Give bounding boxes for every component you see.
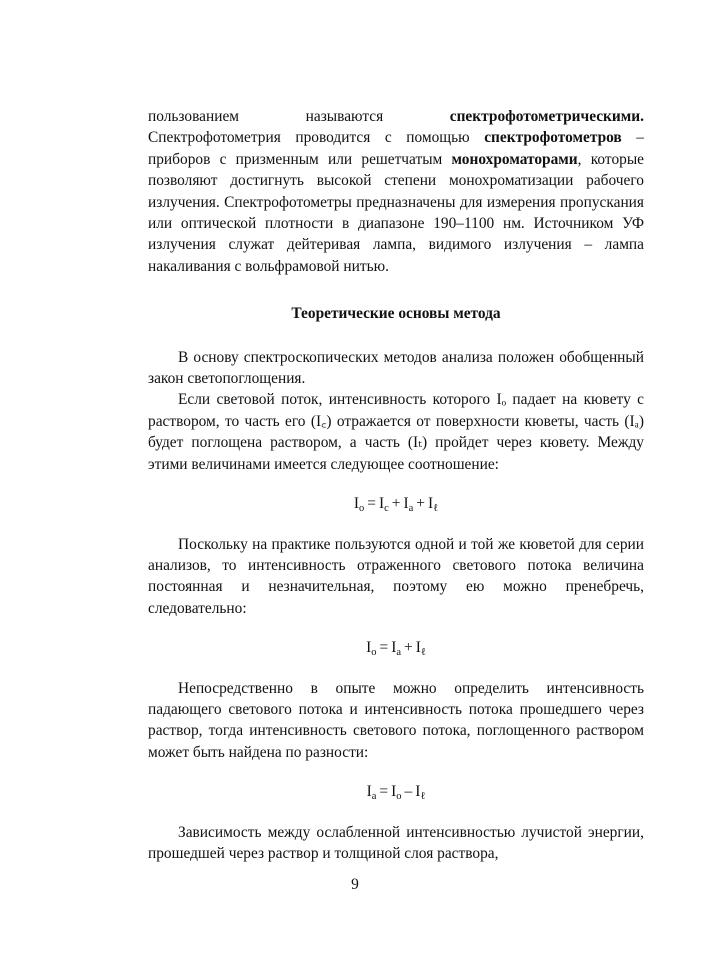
variable-subscript: c xyxy=(384,503,389,515)
variable-base: I xyxy=(391,783,397,801)
variable-base: I xyxy=(427,495,434,513)
variable-subscript: o xyxy=(371,647,377,659)
section-heading: Теоретические основы метода xyxy=(291,305,501,323)
formula-variable xyxy=(366,639,377,659)
text-run: , которые позволяют достигнуть высокой степени монохроматизации рабочего излучения. Спектрофотометры предназначены для измерения пропускания или оптической плотности в диапазоне 190–1100 нм. Источником УФ излучения служат дейтеривая лампа, видимого излучения – лампа накаливания с вольфрамовой нитью. xyxy=(148,150,645,275)
variable-subscript: o xyxy=(396,791,402,803)
bold-term: спектрофотометрическими. xyxy=(449,108,644,125)
formula-simplified-intensity xyxy=(148,637,644,658)
text-run: пользованием называются xyxy=(148,108,450,125)
formula-total-intensity xyxy=(148,493,644,514)
bold-term: спектрофотометров xyxy=(484,129,622,147)
formula-operator: + xyxy=(391,495,401,513)
formula-operator: = xyxy=(379,639,389,657)
variable-base: I xyxy=(415,639,421,657)
variable-base: I xyxy=(378,495,385,513)
text-run: Спектрофотометрия проводится с помощью xyxy=(148,129,485,147)
formula-operator: = xyxy=(379,783,389,801)
formula-variable xyxy=(391,639,402,659)
variable-base: I xyxy=(366,783,372,801)
variable-base: I xyxy=(391,639,397,657)
paragraph-dependence: Зависимость между ослабленной интенсивностью лучистой энергии, прошедшей через раствор и толщиной слоя раствора, xyxy=(148,823,644,862)
variable-subscript: ℓ xyxy=(433,503,439,515)
variable-base: I xyxy=(403,495,409,513)
page-number: 9 xyxy=(351,876,359,893)
formula-variable xyxy=(366,783,377,803)
variable-subscript: a xyxy=(396,647,402,659)
text-run: – приборов с призменным или решетчатым xyxy=(148,129,644,168)
paragraph-intro xyxy=(148,106,644,277)
formula-variable xyxy=(403,495,414,515)
variable-subscript: a xyxy=(408,503,414,515)
formula-variable xyxy=(391,783,402,803)
formula-variable xyxy=(415,783,426,803)
variable-subscript: ℓ xyxy=(420,647,426,659)
paragraph-light-flux: Если световой поток, интенсивность которого Iₒ падает на кювету с раствором, то часть его (I꜀) отражается от поверхности кюветы, часть (Iₐ) будет поглощена раствором, а часть (Iₜ) пройдет через кювету. Между этими величинами имеется следующее соотношение: xyxy=(148,391,644,473)
formula-operator: – xyxy=(404,783,413,801)
variable-subscript: a xyxy=(371,791,377,803)
bold-term: монохроматорами xyxy=(451,150,578,168)
formula-operator: = xyxy=(367,495,376,513)
formula-absorbed-difference xyxy=(148,781,644,802)
paragraph-basis: В основу спектроскопических методов анализа положен обобщенный закон светопоглощения. xyxy=(148,348,644,388)
variable-base: I xyxy=(353,495,360,513)
formula-variable xyxy=(378,495,389,515)
formula-operator: + xyxy=(416,495,425,513)
formula-operator: + xyxy=(404,639,413,657)
variable-base: I xyxy=(415,783,421,801)
formula-variable xyxy=(415,639,426,659)
paragraph-neglect-reflection: Поскольку на практике пользуются одной и той же кюветой для серии анализов, то интенсивность отраженного светового потока величина постоянная и незначительная, поэтому ею можно пренебречь, следовательно: xyxy=(148,535,644,617)
page-content xyxy=(148,106,644,864)
formula-variable xyxy=(427,495,439,515)
variable-subscript: o xyxy=(359,503,365,515)
variable-base: I xyxy=(366,639,372,657)
variable-subscript: ℓ xyxy=(420,791,426,803)
paragraph-absorbed-intensity: Непосредственно в опыте можно определить интенсивность падающего светового потока и интенсивность потока прошедшего через раствор, тогда интенсивность светового потока, поглощенного раствором может быть найдена по разности: xyxy=(148,679,644,761)
formula-variable xyxy=(353,495,365,515)
